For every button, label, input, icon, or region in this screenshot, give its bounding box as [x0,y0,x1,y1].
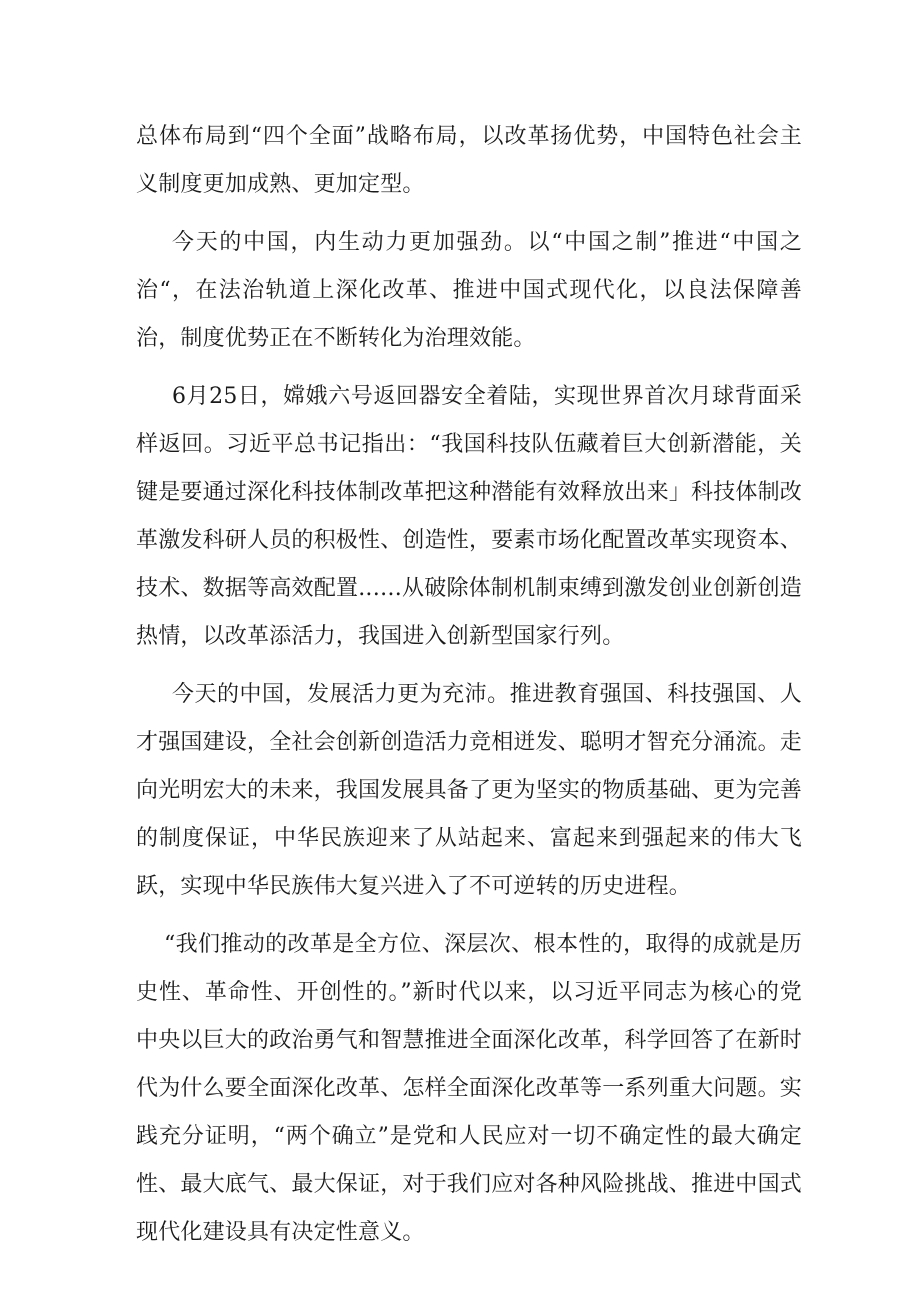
paragraph-change6-landing: 6月25日，嫦娥六号返回器安全着陆，实现世界首次月球背面采样返回。习近平总书记指出：“我国科技队伍藏着巨大创新潜能，关键是要通过深化科技体制改革把这种潜能有效释放出来」科技体制改革激发科研人员的积极性、创造性，要素市场化配置改革实现资本、技术、数据等高效配置..….从破除体制机制束缚到激发创业创新创造热情，以改革添活力，我国进入创新型国家行列。 [136,384,803,649]
document-body [136,113,802,1267]
paragraph-internal-momentum: 今天的中国，内生动力更加强劲。以“中国之制”推进“中国之治“，在法治轨道上深化改革、推进中国式现代化，以良法保障善治，制度优势正在不断转化为治理效能。 [136,230,802,351]
paragraph-reform-quote: “我们推动的改革是全方位、深层次、根本性的，取得的成就是历史性、革命性、开创性的。”新时代以来，以习近平同志为核心的党中央以巨大的政治勇气和智慧推进全面深化改革，科学回答了在新时代为什么要全面深化改革、怎样全面深化改革等一系列重大问题。实践充分证明，“两个确立”是党和人民应对一切不确定性的最大确定性、最大底气、最大保证，对于我们应对各种风险挑战、推进中国式现代化建设具有决定性意义。 [136,932,803,1245]
paragraph-continuation: 总体布局到“四个全面”战略布局，以改革扬优势，中国特色社会主义制度更加成熟、更加定型。 [136,124,802,197]
paragraph-development-vitality: 今天的中国，发展活力更为充沛。推进教育强国、科技强国、人才强国建设，全社会创新创造活力竞相迸发、聪明才智充分涌流。走向光明宏大的未来，我国发展具备了更为坚实的物质基础、更为完善的制度保证，中华民族迎来了从站起来、富起来到强起来的伟大飞跃，实现中华民族伟大复兴进入了不可逆转的历史进程。 [136,682,803,899]
